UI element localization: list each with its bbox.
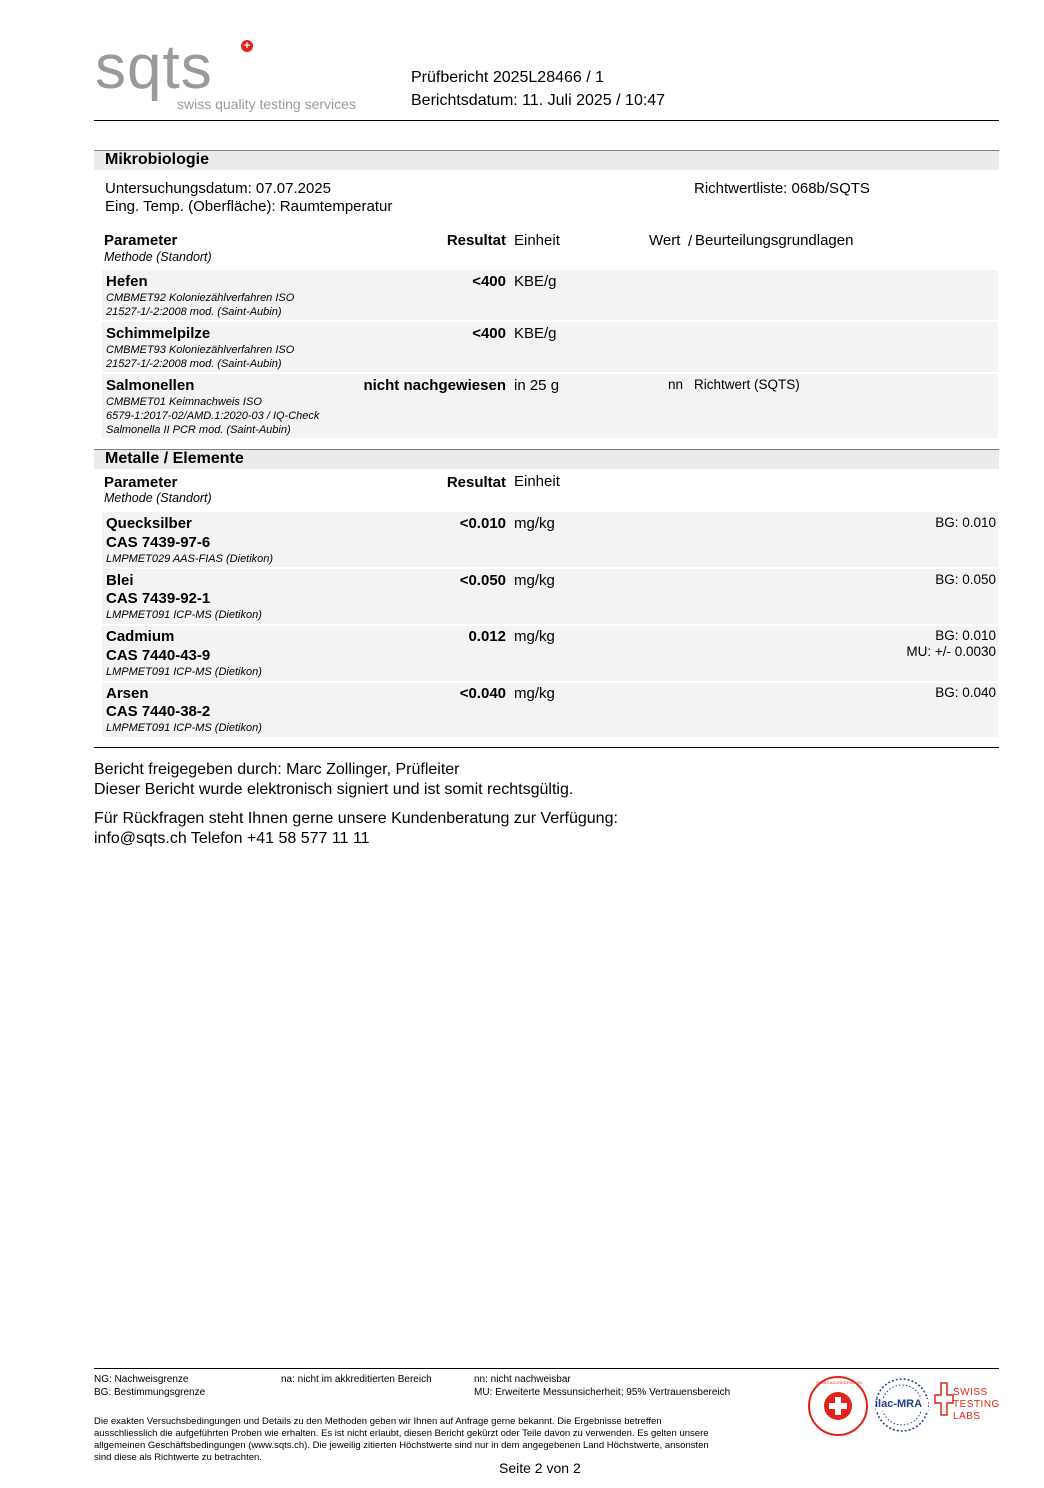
param-cas: CAS 7439-97-6 [106,534,211,551]
param-name: Cadmium [106,628,175,645]
swiss-cross-icon: + [241,40,253,52]
param-cas: CAS 7439-92-1 [106,590,211,607]
report-date: Berichtsdatum: 11. Juli 2025 / 10:47 [411,92,666,109]
swiss-accreditation-seal [808,1376,868,1436]
legend-mu: MU: Erweiterte Messunsicherheit; 95% Vertrauensbereich [474,1387,731,1398]
exam-date: Untersuchungsdatum: 07.07.2025 [105,180,331,197]
param-bg: BG: 0.010 [935,628,996,643]
col-result: Resultat [446,474,506,491]
param-method: CMBMET01 Keimnachweis ISO [106,396,262,408]
header-divider [94,120,999,121]
contact-note: Für Rückfragen steht Ihnen gerne unsere Kundenberatung zur Verfügung: [94,810,618,827]
contact-details: info@sqts.ch Telefon +41 58 577 11 11 [94,830,370,847]
param-method: LMPMET091 ICP-MS (Dietikon) [106,666,262,678]
col-method: Methode (Standort) [104,491,212,505]
receipt-temperature: Eing. Temp. (Oberfläche): Raumtemperatur [105,198,393,215]
seal-text: SWISS ACCREDITATION [816,1380,862,1385]
param-method: LMPMET029 AAS-FIAS (Dietikon) [106,553,274,565]
param-method: 6579-1:2017-02/AMD.1:2020-03 / IQ-Check [106,410,320,422]
ilac-mra-logo [874,1377,930,1433]
logo-tagline: swiss quality testing services [177,96,356,112]
param-method: CMBMET92 Koloniezählverfahren ISO [106,292,295,304]
legend-na: na: nicht im akkreditierten Bereich [281,1374,432,1385]
col-basis: Beurteilungsgrundlagen [695,232,854,249]
col-unit: Einheit [514,232,560,249]
section-title: Metalle / Elemente [105,450,244,467]
table-end-divider [94,747,999,748]
signature-note: Dieser Bericht wurde elektronisch signiert und ist somit rechtsgültig. [94,781,574,798]
param-result: <0.040 [459,685,506,702]
sqts-logo [95,33,375,120]
stl-line3: LABS [953,1411,981,1422]
col-parameter: Parameter [104,474,178,491]
param-unit: mg/kg [514,628,555,645]
disclaimer-line: allgemeinen Geschäftsbedingungen (www.sqts.ch). Die jeweilig zitierten Höchstwerte sind nur in dem angegebenen Land Höchstwerte, ansonsten [94,1440,709,1451]
legend-bg: BG: Bestimmungsgrenze [94,1387,206,1398]
param-method: LMPMET091 ICP-MS (Dietikon) [106,609,262,621]
param-bg: BG: 0.050 [935,572,996,587]
param-method: CMBMET93 Koloniezählverfahren ISO [106,344,295,356]
param-name: Arsen [106,685,149,702]
param-method: 21527-1/-2:2008 mod. (Saint-Aubin) [106,358,282,370]
param-name: Quecksilber [106,515,192,532]
param-value: nn [668,377,684,392]
col-result: Resultat [446,232,506,249]
param-unit: KBE/g [514,325,557,342]
param-mu: MU: +/- 0.0030 [906,644,996,659]
stl-line1: SWISS [953,1387,988,1398]
param-result: 0.012 [468,628,506,645]
disclaimer-line: sind diese als Richtwerte zu betrachten. [94,1452,262,1463]
param-name: Schimmelpilze [106,325,211,342]
section-title: Mikrobiologie [105,151,209,168]
ilac-label: ilac-MRA [875,1398,923,1410]
release-by: Bericht freigegeben durch: Marc Zollinger, Prüfleiter [94,761,460,778]
param-name: Hefen [106,273,148,290]
col-unit: Einheit [514,473,560,490]
param-result: <400 [472,325,506,342]
param-bg: BG: 0.040 [935,685,996,700]
param-unit: mg/kg [514,515,555,532]
param-result: <0.050 [459,572,506,589]
col-method: Methode (Standort) [104,250,212,264]
param-result: <0.010 [459,515,506,532]
param-basis: Richtwert (SQTS) [694,377,800,392]
param-cas: CAS 7440-38-2 [106,703,211,720]
report-title: Prüfbericht 2025L28466 / 1 [411,69,605,86]
param-unit: mg/kg [514,572,555,589]
param-method: Salmonella II PCR mod. (Saint-Aubin) [106,424,291,436]
col-parameter: Parameter [104,232,178,249]
param-name: Salmonellen [106,377,195,394]
section-metals [94,449,999,469]
param-name: Blei [106,572,134,589]
logo-wordmark: sqts [95,33,213,102]
page-number: Seite 2 von 2 [499,1460,581,1476]
legend-nn: nn: nicht nachweisbar [474,1374,571,1385]
footer-divider [94,1368,999,1369]
param-unit: mg/kg [514,685,555,702]
param-unit: in 25 g [514,377,560,394]
col-value: Wert [649,232,681,249]
disclaimer-line: Die exakten Versuchsbedingungen und Details zu den Methoden geben wir Ihnen auf Anfrage gerne bekannt. Die Ergebnisse betreffen [94,1416,662,1427]
param-result: <400 [472,273,506,290]
param-unit: KBE/g [514,273,557,290]
legend-ng: NG: Nachweisgrenze [94,1374,189,1385]
stl-line2: TESTING [953,1399,1000,1410]
swiss-testing-labs-logo [934,1381,1000,1427]
disclaimer-line: ausschliesslich die aufgeführten Proben wie erhalten. Es ist nicht erlaubt, diesen Bericht gekürzt oder Teile davon zu verwenden. Es gelten unsere [94,1428,709,1439]
guideline-list: Richtwertliste: 068b/SQTS [694,180,870,197]
param-method: LMPMET091 ICP-MS (Dietikon) [106,722,262,734]
col-separator: / [688,233,693,250]
param-cas: CAS 7440-43-9 [106,647,211,664]
param-bg: BG: 0.010 [935,515,996,530]
param-result: nicht nachgewiesen [363,377,506,394]
param-method: 21527-1/-2:2008 mod. (Saint-Aubin) [106,306,282,318]
section-microbiology [94,150,999,170]
